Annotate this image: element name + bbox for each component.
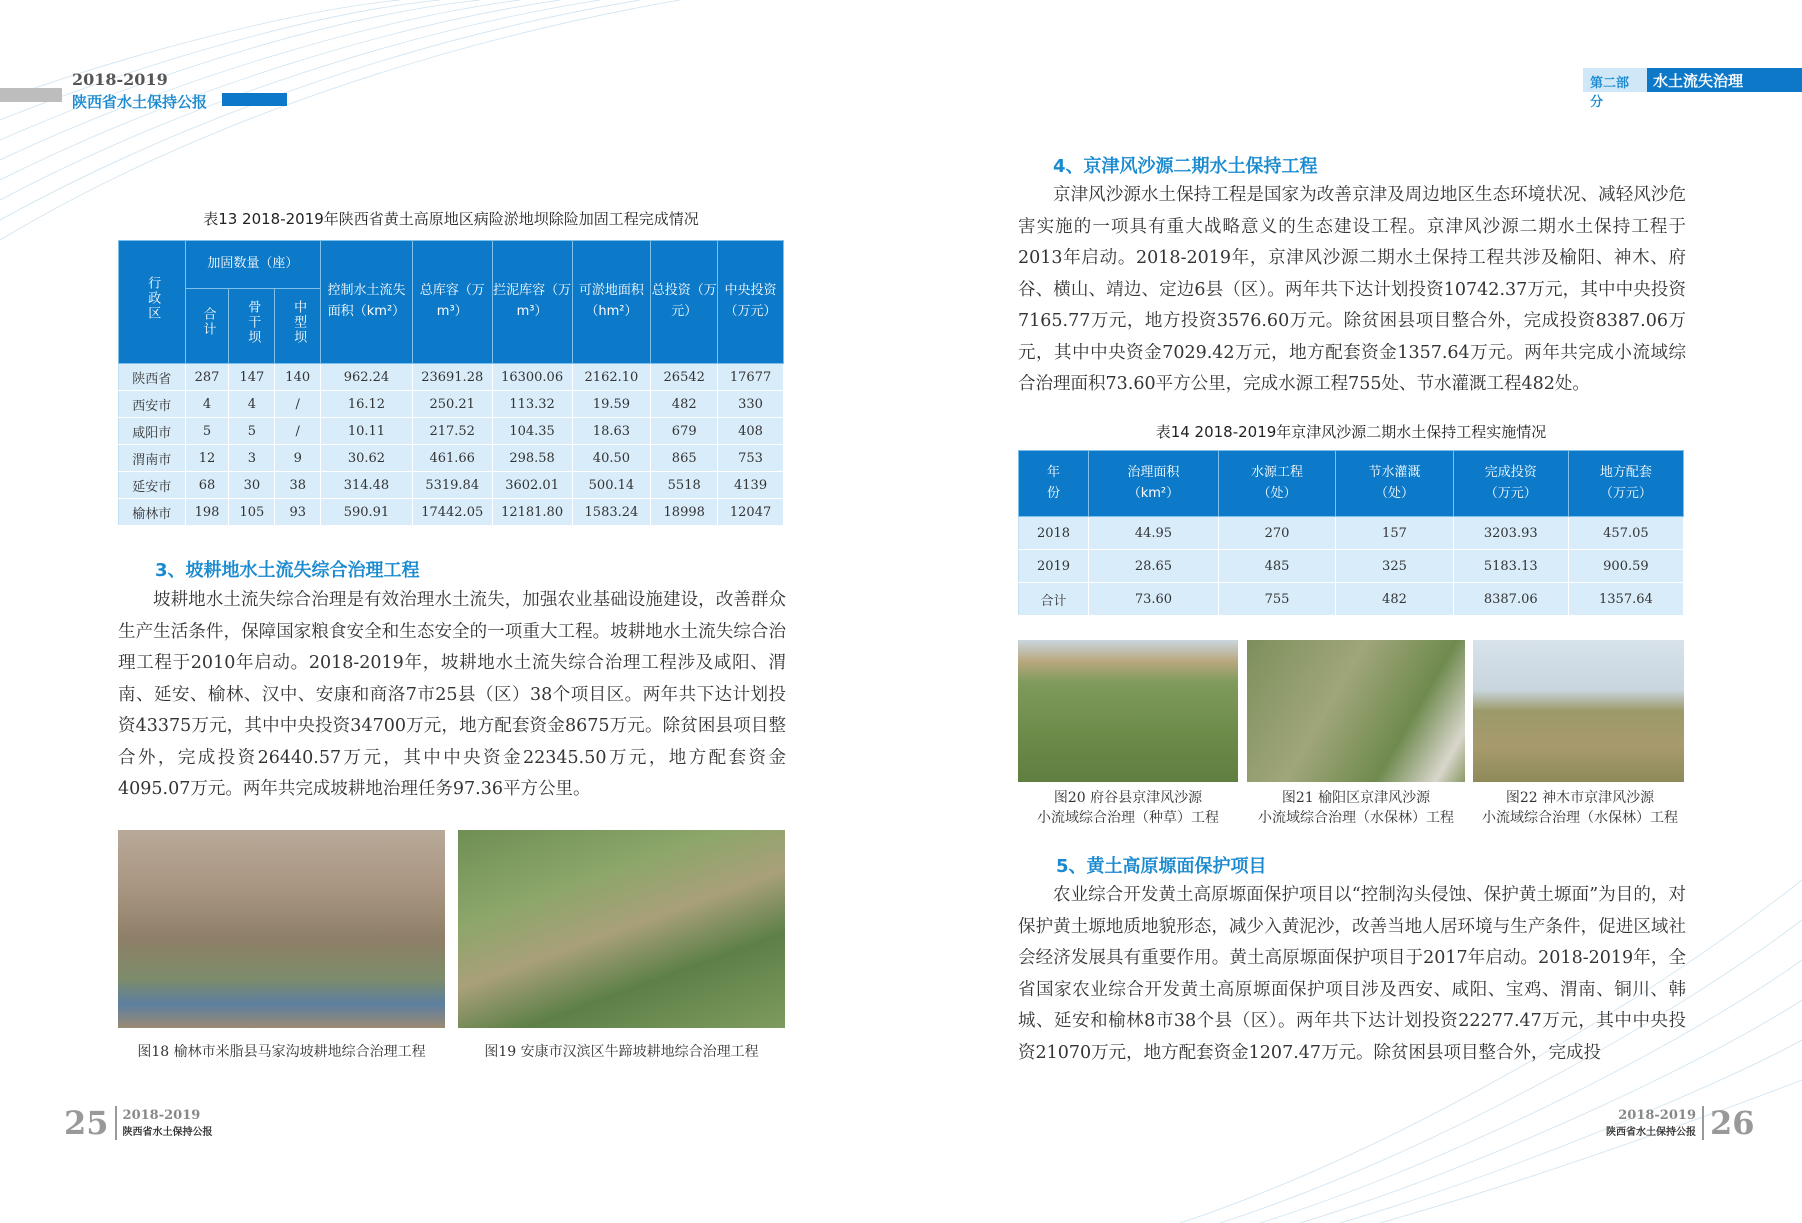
section3-heading: 3、坡耕地水土流失综合治理工程 (155, 560, 420, 581)
table14-cell: 2019 (1019, 550, 1089, 583)
table13-cell: 5 (229, 418, 275, 445)
col-total: 合计 (185, 289, 229, 364)
table13-cell: 18.63 (572, 418, 651, 445)
table14-row (1019, 550, 1684, 583)
table14-cell: 270 (1218, 517, 1335, 550)
table13-row (119, 445, 784, 472)
footer-divider (1702, 1106, 1704, 1140)
table14-cell: 44.95 (1089, 517, 1219, 550)
table13-cell: 93 (275, 499, 321, 526)
table14-header: 治理面积（km²） (1089, 451, 1219, 517)
table13-cell: 198 (185, 499, 229, 526)
table13-cell: 38 (275, 472, 321, 499)
table13-cell: 渭南市 (119, 445, 186, 472)
table14-cell: 2018 (1019, 517, 1089, 550)
table14-header: 年份 (1019, 451, 1089, 517)
table13-cell: 104.35 (492, 418, 572, 445)
page-number-right: 26 (1710, 1104, 1755, 1142)
table13-cell: 113.32 (492, 391, 572, 418)
table14-cell: 900.59 (1568, 550, 1683, 583)
figure18-caption: 图18 榆林市米脂县马家沟坡耕地综合治理工程 (137, 1044, 426, 1060)
section5-body: 农业综合开发黄土高原塬面保护项目以“控制沟头侵蚀、保护黄土塬面”为目的，对保护黄土塬地质地貌形态，减少入黄泥沙，改善当地人居环境与生产条件，促进区域社会经济发展具有重要作用。黄土高原塬面保护项目于2017年启动。2018-2019年，全省国家农业综合开发黄土高原塬面保护项目涉及西安、咸阳、宝鸡、渭南、铜川、韩城、延安和榆林8市38个县（区）。两年共下达计划投资22277.47万元，其中中央投资21070万元，地方配套资金1207.47万元。除贫困县项目整合外，完成投 (1018, 885, 1686, 1063)
table13-caption: 表13 2018-2019年陕西省黄土高原地区病险淤地坝除险加固工程完成情况 (203, 210, 699, 228)
figure21-caption: 图21 榆阳区京津风沙源 小流域综合治理（水保林）工程 (1258, 790, 1454, 826)
table13-cell: 榆林市 (119, 499, 186, 526)
col-control-area: 控制水土流失面积（km²） (321, 241, 413, 364)
table13-cell: 12 (185, 445, 229, 472)
table14-cell: 3203.93 (1453, 517, 1568, 550)
table13-cell: 314.48 (321, 472, 413, 499)
figure20-photo (1018, 640, 1238, 782)
table13-cell: 17677 (718, 364, 784, 391)
header-year: 2018-2019 (72, 70, 168, 89)
header-report-title: 陕西省水土保持公报 (72, 93, 208, 111)
header-blue-bar (222, 93, 287, 106)
table14-row (1019, 583, 1684, 616)
table14-cell: 合计 (1019, 583, 1089, 616)
col-group-reinforce: 加固数量（座） (185, 241, 321, 289)
table14-cell: 28.65 (1089, 550, 1219, 583)
table13-cell: 500.14 (572, 472, 651, 499)
section4-body: 京津风沙源水土保持工程是国家为改善京津及周边地区生态环境状况、减轻风沙危害实施的一项具有重大战略意义的生态建设工程。京津风沙源二期水土保持工程于2013年启动。2018-2019年，京津风沙源二期水土保持工程共涉及榆阳、神木、府谷、横山、靖边、定边6县（区）。两年共下达计划投资10742.37万元，其中中央投资7165.77万元，地方投资3576.60万元。除贫困县项目整合外，完成投资8387.06万元，其中中央资金7029.42万元，地方配套资金1357.64万元。两年共完成小流域综合治理面积73.60平方公里，完成水源工程755处、节水灌溉工程482处。 (1018, 185, 1686, 394)
table14-cell: 1357.64 (1568, 583, 1683, 616)
figure19-photo (458, 830, 785, 1028)
table14-cell: 457.05 (1568, 517, 1683, 550)
figure20-caption: 图20 府谷县京津风沙源 小流域综合治理（种草）工程 (1037, 790, 1219, 826)
table13-cell: 4 (185, 391, 229, 418)
table13-row (119, 364, 784, 391)
footer-left (64, 1104, 213, 1142)
col-capacity: 总库容（万m³） (412, 241, 492, 364)
table13-cell: 5518 (651, 472, 718, 499)
table14-cell: 325 (1336, 550, 1453, 583)
table13-cell: 865 (651, 445, 718, 472)
table13-cell: 140 (275, 364, 321, 391)
table14-cell: 482 (1336, 583, 1453, 616)
table13-cell: 590.91 (321, 499, 413, 526)
table14-caption: 表14 2018-2019年京津风沙源二期水土保持工程实施情况 (1155, 423, 1547, 441)
table13-cell: 250.21 (412, 391, 492, 418)
table14-cell: 755 (1218, 583, 1335, 616)
part-title: 水土流失治理 (1647, 68, 1802, 92)
table14-cell: 485 (1218, 550, 1335, 583)
table13-cell: 217.52 (412, 418, 492, 445)
table13-cell: 4 (229, 391, 275, 418)
table13-cell: 679 (651, 418, 718, 445)
table14-header: 水源工程（处） (1218, 451, 1335, 517)
section4-heading: 4、京津风沙源二期水土保持工程 (1053, 156, 1318, 177)
table13-cell: 17442.05 (412, 499, 492, 526)
table13-cell: 5 (185, 418, 229, 445)
table13-cell: 23691.28 (412, 364, 492, 391)
table13-cell: 105 (229, 499, 275, 526)
table13-cell: 482 (651, 391, 718, 418)
table14-cell: 157 (1336, 517, 1453, 550)
table14 (1018, 450, 1684, 616)
table13-cell: 30.62 (321, 445, 413, 472)
table13-cell: 陕西省 (119, 364, 186, 391)
table13-cell: 3 (229, 445, 275, 472)
table13-cell: 2162.10 (572, 364, 651, 391)
table13-cell: 西安市 (119, 391, 186, 418)
table13 (118, 240, 784, 526)
table13-cell: 298.58 (492, 445, 572, 472)
table13-cell: / (275, 418, 321, 445)
table14-header: 节水灌溉（处） (1336, 451, 1453, 517)
table13-cell: 9 (275, 445, 321, 472)
table13-cell: 330 (718, 391, 784, 418)
table13-cell: 26542 (651, 364, 718, 391)
table13-cell: 咸阳市 (119, 418, 186, 445)
col-central-invest: 中央投资（万元） (718, 241, 784, 364)
table13-row (119, 472, 784, 499)
table13-cell: 3602.01 (492, 472, 572, 499)
col-backbone: 骨干坝 (229, 289, 275, 364)
section5-heading: 5、黄土高原塬面保护项目 (1056, 856, 1267, 877)
figure22-photo (1473, 640, 1684, 782)
table14-row (1019, 517, 1684, 550)
footer-right-text: 2018-2019 陕西省水土保持公报 (1606, 1108, 1696, 1138)
table13-cell: 30 (229, 472, 275, 499)
col-region: 行政区 (119, 241, 186, 364)
col-silt-capacity: 拦泥库容（万m³） (492, 241, 572, 364)
section3-body: 坡耕地水土流失综合治理是有效治理水土流失，加强农业基础设施建设，改善群众生产生活条件，保障国家粮食安全和生态安全的一项重大工程。坡耕地水土流失综合治理工程于2010年启动。2018-2019年，坡耕地水土流失综合治理工程涉及咸阳、渭南、延安、榆林、汉中、安康和商洛7市25县（区）38个项目区。两年共下达计划投资43375万元，其中中央投资34700万元，地方配套资金8675万元。除贫困县项目整合外，完成投资26440.57万元，其中中央资金22345.50万元，地方配套资金4095.07万元。两年共完成坡耕地治理任务97.36平方公里。 (118, 590, 786, 799)
table13-cell: 16300.06 (492, 364, 572, 391)
table13-row (119, 499, 784, 526)
table13-cell: 4139 (718, 472, 784, 499)
table13-cell: 408 (718, 418, 784, 445)
footer-right (1606, 1104, 1755, 1142)
page-number-left: 25 (64, 1104, 109, 1142)
table13-cell: 12181.80 (492, 499, 572, 526)
table13-cell: 962.24 (321, 364, 413, 391)
footer-left-text: 2018-2019 陕西省水土保持公报 (122, 1108, 213, 1138)
table14-cell: 8387.06 (1453, 583, 1568, 616)
table14-header: 完成投资（万元） (1453, 451, 1568, 517)
table13-cell: 19.59 (572, 391, 651, 418)
table13-cell: 40.50 (572, 445, 651, 472)
table13-cell: 18998 (651, 499, 718, 526)
footer-divider (115, 1106, 117, 1140)
col-total-invest: 总投资（万元） (651, 241, 718, 364)
table13-cell: 延安市 (119, 472, 186, 499)
table14-header: 地方配套（万元） (1568, 451, 1683, 517)
col-silt-land: 可淤地面积（hm²） (572, 241, 651, 364)
table13-cell: 5319.84 (412, 472, 492, 499)
table13-row (119, 391, 784, 418)
table13-cell: 461.66 (412, 445, 492, 472)
table13-cell: 10.11 (321, 418, 413, 445)
table13-cell: 287 (185, 364, 229, 391)
header-gray-bar (0, 88, 62, 102)
figure19-caption: 图19 安康市汉滨区牛蹄坡耕地综合治理工程 (484, 1044, 759, 1060)
table13-cell: / (275, 391, 321, 418)
table14-cell: 73.60 (1089, 583, 1219, 616)
col-medium: 中型坝 (275, 289, 321, 364)
part-label: 第二部分 (1583, 68, 1647, 92)
figure18-photo (118, 830, 445, 1028)
table13-cell: 147 (229, 364, 275, 391)
section-tab (1583, 68, 1802, 110)
figure21-photo (1247, 640, 1465, 782)
table13-cell: 12047 (718, 499, 784, 526)
table13-cell: 753 (718, 445, 784, 472)
table13-row (119, 418, 784, 445)
table14-cell: 5183.13 (1453, 550, 1568, 583)
table13-cell: 1583.24 (572, 499, 651, 526)
table13-cell: 16.12 (321, 391, 413, 418)
table13-cell: 68 (185, 472, 229, 499)
figure22-caption: 图22 神木市京津风沙源 小流域综合治理（水保林）工程 (1482, 790, 1678, 826)
